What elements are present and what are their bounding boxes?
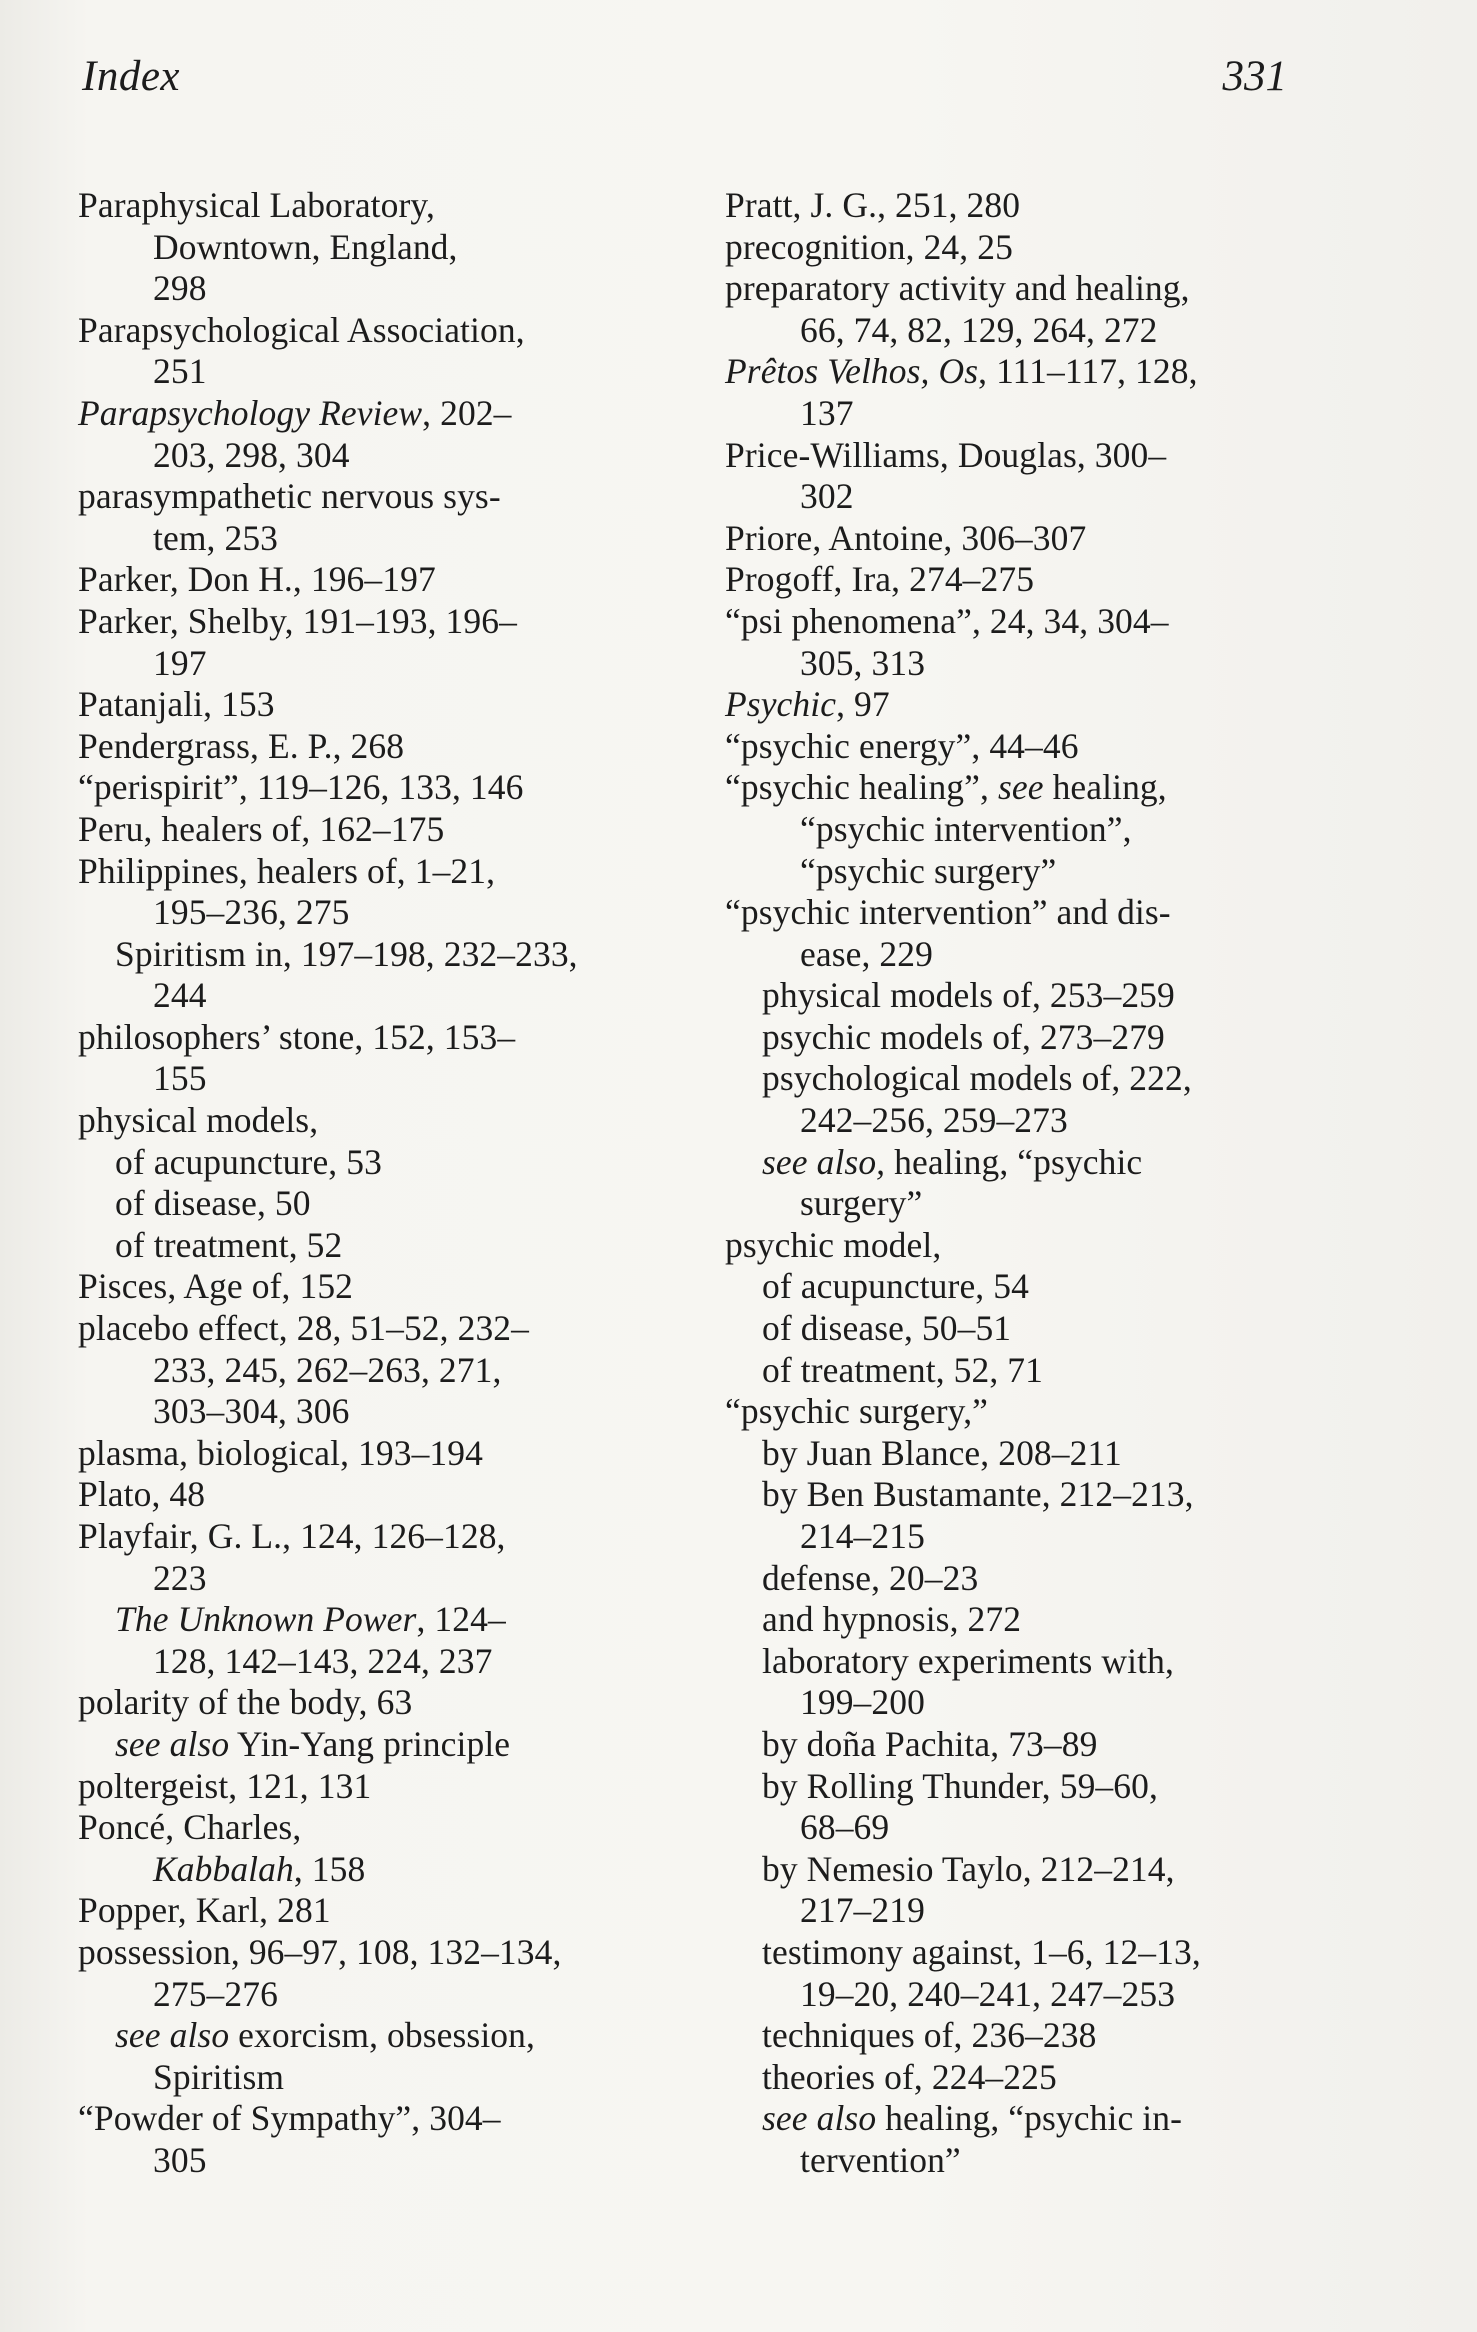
entry-text: Patanjali, 153 bbox=[78, 684, 275, 725]
entry-text: 303–304, 306 bbox=[153, 1391, 350, 1432]
entry-text: Paraphysical Laboratory, bbox=[78, 185, 435, 225]
index-entry-line bbox=[78, 1558, 638, 1600]
entry-text: theories of, 224–225 bbox=[762, 2056, 1057, 2097]
index-entry-line bbox=[78, 975, 638, 1017]
entry-text: tem, 253 bbox=[153, 517, 279, 558]
entry-text: by doña Pachita, 73–89 bbox=[762, 1723, 1098, 1764]
index-entry-line bbox=[725, 2057, 1295, 2099]
entry-text-suffix: healing, bbox=[1043, 767, 1167, 808]
index-entry-line bbox=[78, 1516, 638, 1558]
index-entry-line bbox=[78, 1641, 638, 1683]
entry-text: 66, 74, 82, 129, 264, 272 bbox=[800, 309, 1158, 350]
entry-text-suffix: exorcism, obsession, bbox=[229, 2015, 535, 2056]
entry-text: parasympathetic nervous sys- bbox=[78, 476, 501, 517]
entry-text: Psychic bbox=[725, 684, 837, 725]
entry-text: of acupuncture, 54 bbox=[762, 1266, 1029, 1307]
index-entry-line bbox=[725, 1766, 1295, 1808]
entry-text: preparatory activity and healing, bbox=[725, 268, 1190, 309]
index-entry-line bbox=[725, 1474, 1295, 1516]
entry-text: of treatment, 52, 71 bbox=[762, 1349, 1043, 1390]
entry-text: physical models of, 253–259 bbox=[762, 975, 1175, 1016]
entry-text-suffix: Yin-Yang principle bbox=[229, 1723, 511, 1764]
entry-text: polarity of the body, 63 bbox=[78, 1682, 413, 1723]
entry-text-suffix: healing, “psychic bbox=[885, 1141, 1143, 1182]
entry-text: 137 bbox=[800, 392, 854, 433]
index-entry-line bbox=[78, 1433, 638, 1475]
entry-text: see also bbox=[762, 2098, 877, 2139]
index-entry-line bbox=[725, 1350, 1295, 1392]
index-entry-line bbox=[725, 393, 1295, 435]
entry-text-suffix: healing, “psychic in- bbox=[876, 2098, 1183, 2139]
index-entry-line bbox=[78, 1932, 638, 1974]
entry-text: 128, 142–143, 224, 237 bbox=[153, 1640, 493, 1681]
index-entry-line bbox=[725, 1974, 1295, 2016]
running-head bbox=[82, 52, 1287, 112]
entry-text: 251 bbox=[153, 351, 207, 392]
index-entry-line bbox=[725, 1641, 1295, 1683]
entry-text: of disease, 50 bbox=[115, 1183, 311, 1224]
entry-text: see also bbox=[115, 2015, 230, 2056]
entry-text: Parker, Shelby, 191–193, 196– bbox=[78, 600, 517, 641]
entry-text: see also, bbox=[762, 1141, 886, 1182]
entry-text: Prêtos Velhos, Os bbox=[725, 351, 979, 392]
index-entry-line bbox=[725, 268, 1295, 310]
index-entry-line bbox=[725, 185, 1295, 227]
entry-text-suffix: , 158 bbox=[293, 1848, 366, 1889]
entry-text: Parapsychology Review bbox=[78, 392, 423, 433]
entry-text: “psychic healing”, bbox=[725, 767, 989, 808]
index-entry-line bbox=[78, 268, 638, 310]
index-entry-line bbox=[725, 2140, 1295, 2182]
index-entry-line bbox=[725, 1391, 1295, 1433]
index-entry-line bbox=[725, 1682, 1295, 1724]
index-entry-line bbox=[725, 1599, 1295, 1641]
index-entry-line bbox=[78, 2098, 638, 2140]
index-entry-line bbox=[725, 476, 1295, 518]
entry-text: by Rolling Thunder, 59–60, bbox=[762, 1765, 1158, 1806]
entry-text: defense, 20–23 bbox=[762, 1557, 979, 1598]
index-entry-line bbox=[725, 1017, 1295, 1059]
entry-text: Kabbalah bbox=[153, 1848, 294, 1889]
entry-text: Progoff, Ira, 274–275 bbox=[725, 559, 1035, 600]
entry-text: of acupuncture, 53 bbox=[115, 1141, 382, 1182]
index-entry-line bbox=[78, 518, 638, 560]
entry-text: and hypnosis, 272 bbox=[762, 1599, 1022, 1640]
index-entry-line bbox=[725, 1433, 1295, 1475]
index-entry-line bbox=[78, 227, 638, 269]
entry-text: 195–236, 275 bbox=[153, 892, 350, 933]
index-column-left bbox=[78, 185, 638, 2182]
entry-text: techniques of, 236–238 bbox=[762, 2015, 1097, 2056]
index-entry-line bbox=[78, 767, 638, 809]
entry-text: 298 bbox=[153, 268, 207, 309]
index-entry-line bbox=[78, 1391, 638, 1433]
index-entry-line bbox=[78, 1058, 638, 1100]
index-entry-line bbox=[725, 1724, 1295, 1766]
entry-text: psychic model, bbox=[725, 1224, 942, 1265]
entry-text: 242–256, 259–273 bbox=[800, 1100, 1068, 1141]
entry-text: 199–200 bbox=[800, 1682, 925, 1723]
index-entry-line bbox=[725, 227, 1295, 269]
index-entry-line bbox=[78, 934, 638, 976]
index-entry-line bbox=[78, 1599, 638, 1641]
index-column-right bbox=[725, 185, 1295, 2182]
entry-text: by Juan Blance, 208–211 bbox=[762, 1432, 1122, 1473]
index-entry-line bbox=[78, 851, 638, 893]
index-entry-line bbox=[725, 892, 1295, 934]
entry-text: 68–69 bbox=[800, 1807, 890, 1848]
index-entry-line bbox=[725, 1058, 1295, 1100]
index-entry-line bbox=[78, 1225, 638, 1267]
index-entry-line bbox=[725, 1807, 1295, 1849]
page-number: 331 bbox=[1222, 53, 1287, 100]
entry-text-suffix: , 111–117, 128, bbox=[978, 351, 1198, 392]
index-entry-line bbox=[725, 601, 1295, 643]
index-entry-line bbox=[725, 1890, 1295, 1932]
entry-text: 302 bbox=[800, 476, 854, 517]
entry-text-suffix: , 124– bbox=[416, 1599, 506, 1640]
entry-text: philosophers’ stone, 152, 153– bbox=[78, 1016, 516, 1057]
entry-text: of disease, 50–51 bbox=[762, 1308, 1012, 1349]
index-entry-line bbox=[78, 601, 638, 643]
index-entry-line bbox=[725, 435, 1295, 477]
entry-text: Parapsychological Association, bbox=[78, 309, 525, 350]
entry-text: Plato, 48 bbox=[78, 1474, 206, 1515]
entry-text: 244 bbox=[153, 975, 207, 1016]
entry-text: psychic models of, 273–279 bbox=[762, 1016, 1165, 1057]
entry-text: Priore, Antoine, 306–307 bbox=[725, 517, 1087, 558]
entry-text: psychological models of, 222, bbox=[762, 1058, 1192, 1099]
index-entry-line bbox=[78, 310, 638, 352]
entry-text: 155 bbox=[153, 1058, 207, 1099]
entry-text: Peru, healers of, 162–175 bbox=[78, 808, 445, 849]
entry-text: “psi phenomena”, 24, 34, 304– bbox=[725, 600, 1169, 641]
page-title: Index bbox=[82, 53, 180, 100]
entry-text: 203, 298, 304 bbox=[153, 434, 350, 475]
index-entry-line bbox=[78, 726, 638, 768]
entry-text: tervention” bbox=[800, 2139, 961, 2180]
index-entry-line bbox=[725, 1516, 1295, 1558]
index-entry-line bbox=[78, 892, 638, 934]
entry-text: by Ben Bustamante, 212–213, bbox=[762, 1474, 1194, 1515]
entry-text: Spiritism in, 197–198, 232–233, bbox=[115, 933, 578, 974]
entry-text: Philippines, healers of, 1–21, bbox=[78, 850, 496, 891]
entry-text: by Nemesio Taylo, 212–214, bbox=[762, 1848, 1175, 1889]
index-entry-line bbox=[725, 310, 1295, 352]
entry-text-suffix: , 202– bbox=[422, 392, 512, 433]
index-entry-line bbox=[725, 1849, 1295, 1891]
entry-text: 214–215 bbox=[800, 1516, 925, 1556]
entry-text: Pratt, J. G., 251, 280 bbox=[725, 185, 1021, 225]
index-entry-line bbox=[78, 1474, 638, 1516]
index-entry-line bbox=[725, 809, 1295, 851]
entry-text: surgery” bbox=[800, 1183, 923, 1224]
entry-text: precognition, 24, 25 bbox=[725, 226, 1013, 267]
index-entry-line bbox=[725, 1183, 1295, 1225]
entry-text: “psychic intervention” and dis- bbox=[725, 892, 1171, 933]
entry-text: Spiritism bbox=[153, 2056, 285, 2097]
entry-text: 19–20, 240–241, 247–253 bbox=[800, 1973, 1176, 2014]
index-entry-line bbox=[78, 1183, 638, 1225]
entry-text: ease, 229 bbox=[800, 933, 933, 974]
index-entry-line bbox=[78, 435, 638, 477]
index-entry-line bbox=[78, 1766, 638, 1808]
index-entry-line bbox=[725, 518, 1295, 560]
index-entry-line bbox=[725, 684, 1295, 726]
index-entry-line bbox=[725, 1225, 1295, 1267]
index-entry-line bbox=[725, 767, 1295, 809]
index-entry-line bbox=[725, 1308, 1295, 1350]
index-entry-line bbox=[78, 643, 638, 685]
index-entry-line bbox=[78, 2057, 638, 2099]
index-entry-line bbox=[78, 1974, 638, 2016]
entry-text: 275–276 bbox=[153, 1973, 278, 2014]
index-entry-line bbox=[725, 851, 1295, 893]
entry-text: “psychic surgery” bbox=[800, 850, 1057, 891]
entry-text: Price-Williams, Douglas, 300– bbox=[725, 434, 1167, 475]
index-entry-line bbox=[725, 1100, 1295, 1142]
entry-text: Pisces, Age of, 152 bbox=[78, 1266, 354, 1307]
entry-text: “perispirit”, 119–126, 133, 146 bbox=[78, 767, 524, 808]
entry-text: see also bbox=[115, 1723, 230, 1764]
entry-text: 305, 313 bbox=[800, 642, 926, 683]
index-entry-line bbox=[725, 1558, 1295, 1600]
index-entry-line bbox=[725, 726, 1295, 768]
entry-text: 305 bbox=[153, 2139, 207, 2180]
entry-text: “psychic surgery,” bbox=[725, 1391, 989, 1432]
index-entry-line bbox=[725, 975, 1295, 1017]
entry-text: plasma, biological, 193–194 bbox=[78, 1432, 483, 1473]
index-entry-line bbox=[78, 1682, 638, 1724]
entry-text: Popper, Karl, 281 bbox=[78, 1890, 331, 1931]
entry-text: poltergeist, 121, 131 bbox=[78, 1765, 372, 1806]
index-entry-line bbox=[725, 1142, 1295, 1184]
index-entry-line bbox=[725, 351, 1295, 393]
entry-text: possession, 96–97, 108, 132–134, bbox=[78, 1931, 562, 1972]
index-entry-line bbox=[78, 1807, 638, 1849]
index-entry-line bbox=[78, 351, 638, 393]
entry-text: 223 bbox=[153, 1557, 207, 1598]
entry-text: Pendergrass, E. P., 268 bbox=[78, 725, 405, 766]
entry-text: of treatment, 52 bbox=[115, 1224, 343, 1265]
index-entry-line bbox=[725, 934, 1295, 976]
index-entry-line bbox=[725, 559, 1295, 601]
entry-text: physical models, bbox=[78, 1100, 319, 1141]
entry-cross-reference: see bbox=[989, 767, 1044, 808]
entry-text: “psychic intervention”, bbox=[800, 808, 1132, 849]
index-entry-line bbox=[78, 684, 638, 726]
entry-text: laboratory experiments with, bbox=[762, 1640, 1174, 1681]
index-entry-line bbox=[78, 559, 638, 601]
index-entry-line bbox=[78, 1100, 638, 1142]
entry-text: “Powder of Sympathy”, 304– bbox=[78, 2098, 501, 2139]
index-entry-line bbox=[78, 1017, 638, 1059]
index-entry-line bbox=[78, 185, 638, 227]
entry-text-suffix: , 97 bbox=[836, 684, 890, 725]
entry-text: 233, 245, 262–263, 271, bbox=[153, 1349, 502, 1390]
index-entry-line bbox=[78, 1142, 638, 1184]
index-entry-line bbox=[78, 2140, 638, 2182]
entry-text: Parker, Don H., 196–197 bbox=[78, 559, 436, 600]
entry-text: Poncé, Charles, bbox=[78, 1807, 302, 1848]
index-entry-line bbox=[725, 643, 1295, 685]
index-entry-line bbox=[78, 1350, 638, 1392]
index-entry-line bbox=[78, 1890, 638, 1932]
entry-text: 197 bbox=[153, 642, 207, 683]
index-entry-line bbox=[725, 2015, 1295, 2057]
entry-text: The Unknown Power bbox=[115, 1599, 417, 1640]
entry-text: “psychic energy”, 44–46 bbox=[725, 725, 1079, 766]
index-entry-line bbox=[725, 2098, 1295, 2140]
index-entry-line bbox=[78, 2015, 638, 2057]
index-entry-line bbox=[725, 1266, 1295, 1308]
entry-text: testimony against, 1–6, 12–13, bbox=[762, 1931, 1201, 1972]
index-entry-line bbox=[78, 1724, 638, 1766]
entry-text: Downtown, England, bbox=[153, 226, 458, 267]
index-entry-line bbox=[725, 1932, 1295, 1974]
index-entry-line bbox=[78, 1266, 638, 1308]
index-entry-line bbox=[78, 393, 638, 435]
entry-text: Playfair, G. L., 124, 126–128, bbox=[78, 1516, 506, 1556]
index-entry-line bbox=[78, 809, 638, 851]
index-entry-line bbox=[78, 476, 638, 518]
entry-text: 217–219 bbox=[800, 1890, 925, 1931]
index-entry-line bbox=[78, 1849, 638, 1891]
index-entry-line bbox=[78, 1308, 638, 1350]
entry-text: placebo effect, 28, 51–52, 232– bbox=[78, 1308, 529, 1349]
